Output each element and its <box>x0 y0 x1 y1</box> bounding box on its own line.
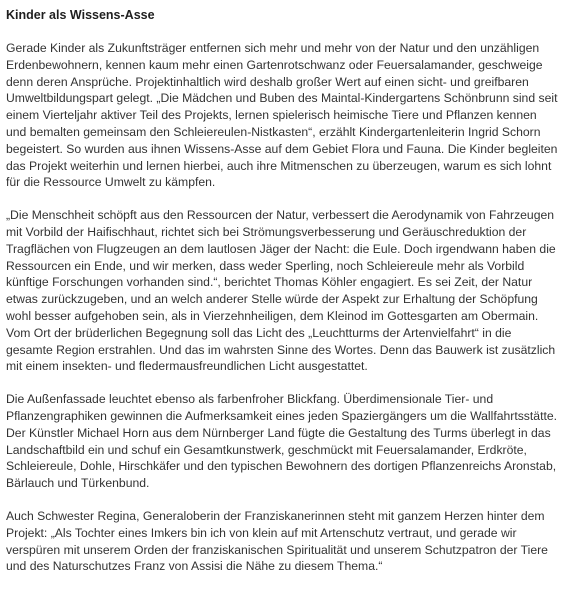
article-paragraph: Auch Schwester Regina, Generaloberin der Franziskanerinnen steht mit ganzem Herzen hinter dem Projekt: „Als Tochter eines Imkers bin ich von klein auf mit Artenschutz vertraut, und gerade wir verspüren mit unserem Orden der franziskanischen Spiritualität und unserem Schutzpatron der Tiere und des Naturschutzes Franz von Assisi die Nähe zu diesem Thema.“ <box>6 508 548 574</box>
article-title: Kinder als Wissens-Asse <box>6 8 155 22</box>
article-paragraph: „Die Menschheit schöpft aus den Ressourcen der Natur, verbessert die Aerodynamik von Fahrzeugen mit Vorbild der Haifischhaut, richtet sich bei Strömungsverbesserung und Geräuschreduktion der Tragflächen von Flugzeugen an dem lautlosen Jäger der Nacht: die Eule. Doch irgendwann haben die Ressourcen ein Ende, und wir merken, dass weder Sperling, noch Schleiereule mehr als Vorbild künftige Forschungen vorhanden sind.“, berichtet Thomas Köhler engagiert. Es sei Zeit, der Natur etwas zurückzugeben, und an welch anderer Stelle würde der Aspekt zur Erhaltung der Schöpfung wohl besser aufgehoben sein, als in Vierzehnheiligen, dem Kleinod im Gottesgarten am Obermain. Vom Ort der brüderlichen Begegnung soll das Licht des „Leuchtturms der Artenvielfahrt“ in die gesamte Region erstrahlen. Und das im wahrsten Sinne des Wortes. Denn das Bauwerk ist zusätzlich mit einem insekten- und fledermausfreundlichen Licht ausgestattet. <box>6 208 556 374</box>
article-paragraph: Die Außenfassade leuchtet ebenso als farbenfroher Blickfang. Überdimensionale Tier- und Pflanzengraphiken gewinnen die Aufmerksamkeit eines jeden Spaziergängers um die Wallfahrtsstätte. Der Künstler Michael Horn aus dem Nürnberger Land fügte die Gestaltung des Turms überlegt in das Landschaftbild ein und schuf ein Gesamtkunstwerk, geschmückt mit Feuersalamander, Erdkröte, Schleiereule, Dohle, Hirschkäfer und den typischen Bewohnern des dortigen Pflanzenreichs Aronstab, Bärlauch und Türkenbund. <box>6 392 558 491</box>
article-paragraph: Gerade Kinder als Zukunftsträger entfernen sich mehr und mehr von der Natur und den unzähligen Erdenbewohnern, kennen kaum mehr einen Gartenrotschwanz oder Feuersalamander, geschweige denn deren Ansprüche. Projektinhaltlich wird deshalb großer Wert auf einen sicht- und greifbaren Umweltbildungspart gelegt. „Die Mädchen und Buben des Maintal-Kindergartens Schönbrunn sind seit einem Vierteljahr aktiver Teil des Projekts, lernen spielerisch heimische Tiere und Pflanzen kennen und bemalten gemeinsam den Schleiereulen-Nistkasten“, erzählt Kindergartenleiterin Ingrid Schorn begeistert. So wurden aus ihnen Wissens-Asse auf dem Gebiet Flora und Fauna. Die Kinder begleiten das Projekt weiterhin und lernen hierbei, auch ihre Mitmenschen zu überzeugen, warum es sich lohnt für die Ressource Umwelt zu kämpfen. <box>6 41 558 190</box>
